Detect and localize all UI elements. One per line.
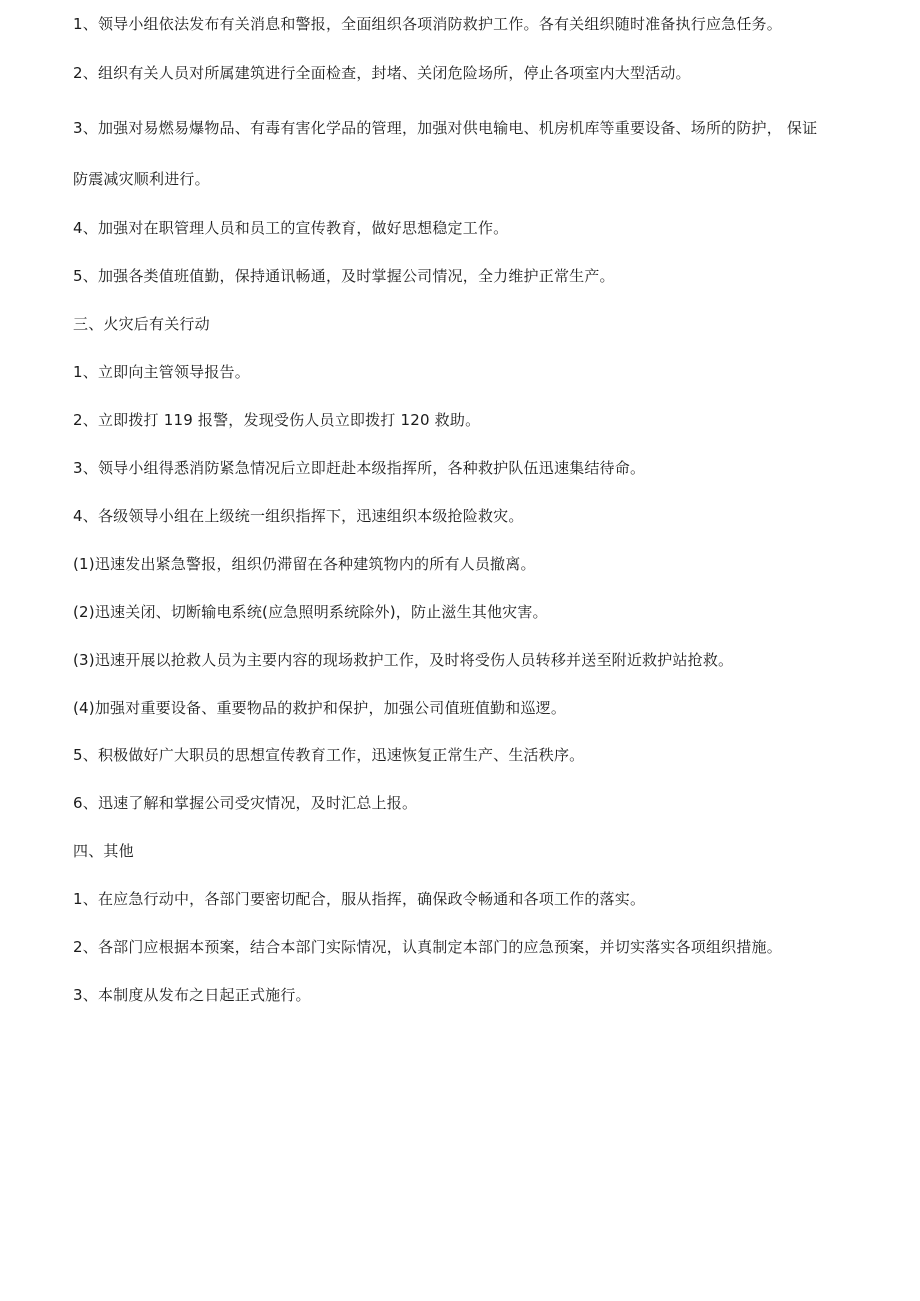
item-3-continuation: 防震减灾顺利进行。 bbox=[73, 170, 210, 188]
item-1-leadership-alert: 1、领导小组依法发布有关消息和警报，全面组织各项消防救护工作。各有关组织随时准备执行应急任务。 bbox=[73, 15, 782, 33]
other-item-2: 2、各部门应根据本预案，结合本部门实际情况，认真制定本部门的应急预案，并切实落实各项组织措施。 bbox=[73, 938, 782, 956]
post-fire-subitem-3: (3)迅速开展以抢救人员为主要内容的现场救护工作，及时将受伤人员转移并送至附近救护站抢救。 bbox=[73, 651, 734, 669]
post-fire-item-4: 4、各级领导小组在上级统一组织指挥下，迅速组织本级抢险救灾。 bbox=[73, 507, 524, 525]
post-fire-item-5: 5、积极做好广大职员的思想宣传教育工作，迅速恢复正常生产、生活秩序。 bbox=[73, 746, 585, 764]
post-fire-item-2: 2、立即拨打 119 报警，发现受伤人员立即拨打 120 救助。 bbox=[73, 411, 481, 429]
other-item-3: 3、本制度从发布之日起正式施行。 bbox=[73, 986, 311, 1004]
post-fire-item-6: 6、迅速了解和掌握公司受灾情况，及时汇总上报。 bbox=[73, 794, 418, 812]
section-3-heading: 三、火灾后有关行动 bbox=[73, 315, 210, 333]
post-fire-item-3: 3、领导小组得悉消防紧急情况后立即赶赴本级指挥所，各种救护队伍迅速集结待命。 bbox=[73, 459, 646, 477]
post-fire-subitem-4: (4)加强对重要设备、重要物品的救护和保护，加强公司值班值勤和巡逻。 bbox=[73, 699, 567, 717]
post-fire-subitem-2: (2)迅速关闭、切断输电系统(应急照明系统除外)，防止滋生其他灾害。 bbox=[73, 603, 548, 621]
post-fire-subitem-1: (1)迅速发出紧急警报，组织仍滞留在各种建筑物内的所有人员撤离。 bbox=[73, 555, 536, 573]
item-4-staff-education: 4、加强对在职管理人员和员工的宣传教育，做好思想稳定工作。 bbox=[73, 219, 509, 237]
section-4-heading: 四、其他 bbox=[73, 842, 134, 860]
other-item-1: 1、在应急行动中，各部门要密切配合，服从指挥，确保政令畅通和各项工作的落实。 bbox=[73, 890, 646, 908]
item-5-duty-shifts: 5、加强各类值班值勤，保持通讯畅通，及时掌握公司情况，全力维护正常生产。 bbox=[73, 267, 615, 285]
item-3-hazard-management: 3、加强对易燃易爆物品、有毒有害化学品的管理，加强对供电输电、机房机库等重要设备、场所的防护， 保证 bbox=[73, 119, 818, 137]
item-2-building-inspection: 2、组织有关人员对所属建筑进行全面检查，封堵、关闭危险场所，停止各项室内大型活动。 bbox=[73, 64, 691, 82]
post-fire-item-1: 1、立即向主管领导报告。 bbox=[73, 363, 250, 381]
